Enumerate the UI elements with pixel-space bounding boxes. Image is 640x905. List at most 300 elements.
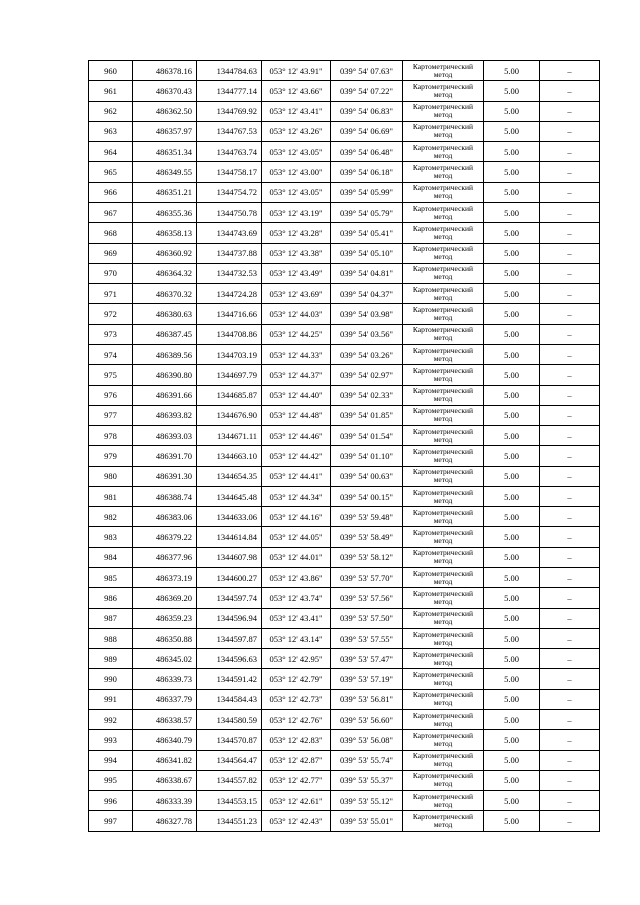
longitude-cell: 039° 54' 06.48" [331,142,403,162]
longitude-cell: 039° 54' 00.63" [331,466,403,486]
note-cell: – [540,162,600,182]
accuracy-cell: 5.00 [484,750,540,770]
point-number-cell: 962 [89,101,133,121]
point-number-cell: 963 [89,121,133,141]
latitude-cell: 053° 12' 44.01" [262,547,331,567]
longitude-cell: 039° 54' 02.97" [331,365,403,385]
method-cell: Картометрический метод [403,649,484,669]
note-cell: – [540,669,600,689]
longitude-cell: 039° 54' 02.33" [331,385,403,405]
method-cell: Картометрический метод [403,405,484,425]
x-coordinate-cell: 486373.19 [133,568,197,588]
longitude-cell: 039° 54' 03.26" [331,344,403,364]
table-row [89,628,600,648]
y-coordinate-cell: 1344645.48 [197,486,262,506]
x-coordinate-cell: 486391.70 [133,446,197,466]
latitude-cell: 053° 12' 44.33" [262,344,331,364]
note-cell: – [540,324,600,344]
accuracy-cell: 5.00 [484,243,540,263]
accuracy-cell: 5.00 [484,710,540,730]
point-number-cell: 966 [89,182,133,202]
accuracy-cell: 5.00 [484,81,540,101]
x-coordinate-cell: 486391.30 [133,466,197,486]
x-coordinate-cell: 486387.45 [133,324,197,344]
y-coordinate-cell: 1344743.69 [197,223,262,243]
method-cell: Картометрический метод [403,588,484,608]
x-coordinate-cell: 486370.32 [133,284,197,304]
y-coordinate-cell: 1344597.87 [197,628,262,648]
note-cell: – [540,365,600,385]
y-coordinate-cell: 1344591.42 [197,669,262,689]
x-coordinate-cell: 486393.82 [133,405,197,425]
note-cell: – [540,507,600,527]
x-coordinate-cell: 486338.67 [133,770,197,790]
latitude-cell: 053° 12' 43.91" [262,61,331,81]
note-cell: – [540,649,600,669]
accuracy-cell: 5.00 [484,202,540,222]
note-cell: – [540,730,600,750]
accuracy-cell: 5.00 [484,223,540,243]
y-coordinate-cell: 1344597.74 [197,588,262,608]
accuracy-cell: 5.00 [484,791,540,811]
method-cell: Картометрический метод [403,770,484,790]
accuracy-cell: 5.00 [484,101,540,121]
table-row [89,263,600,283]
point-number-cell: 972 [89,304,133,324]
y-coordinate-cell: 1344607.98 [197,547,262,567]
note-cell: – [540,243,600,263]
method-cell: Картометрический метод [403,202,484,222]
y-coordinate-cell: 1344654.35 [197,466,262,486]
point-number-cell: 993 [89,730,133,750]
longitude-cell: 039° 54' 05.99" [331,182,403,202]
latitude-cell: 053° 12' 43.41" [262,101,331,121]
latitude-cell: 053° 12' 44.16" [262,507,331,527]
table-row [89,507,600,527]
table-row [89,101,600,121]
note-cell: – [540,689,600,709]
y-coordinate-cell: 1344758.17 [197,162,262,182]
x-coordinate-cell: 486333.39 [133,791,197,811]
accuracy-cell: 5.00 [484,669,540,689]
y-coordinate-cell: 1344633.06 [197,507,262,527]
point-number-cell: 983 [89,527,133,547]
latitude-cell: 053° 12' 42.79" [262,669,331,689]
table-row [89,243,600,263]
method-cell: Картометрический метод [403,61,484,81]
latitude-cell: 053° 12' 44.34" [262,486,331,506]
point-number-cell: 980 [89,466,133,486]
note-cell: – [540,121,600,141]
accuracy-cell: 5.00 [484,547,540,567]
method-cell: Картометрический метод [403,344,484,364]
method-cell: Картометрический метод [403,142,484,162]
table-row [89,649,600,669]
accuracy-cell: 5.00 [484,344,540,364]
y-coordinate-cell: 1344553.15 [197,791,262,811]
longitude-cell: 039° 53' 59.48" [331,507,403,527]
method-cell: Картометрический метод [403,811,484,831]
method-cell: Картометрический метод [403,750,484,770]
y-coordinate-cell: 1344663.10 [197,446,262,466]
table-row [89,284,600,304]
longitude-cell: 039° 54' 05.41" [331,223,403,243]
note-cell: – [540,466,600,486]
longitude-cell: 039° 54' 01.10" [331,446,403,466]
point-number-cell: 991 [89,689,133,709]
x-coordinate-cell: 486339.73 [133,669,197,689]
y-coordinate-cell: 1344570.87 [197,730,262,750]
coordinates-table [88,60,600,832]
table-row [89,446,600,466]
accuracy-cell: 5.00 [484,142,540,162]
x-coordinate-cell: 486359.23 [133,608,197,628]
latitude-cell: 053° 12' 43.00" [262,162,331,182]
point-number-cell: 978 [89,426,133,446]
latitude-cell: 053° 12' 44.05" [262,527,331,547]
y-coordinate-cell: 1344769.92 [197,101,262,121]
x-coordinate-cell: 486378.16 [133,61,197,81]
y-coordinate-cell: 1344763.74 [197,142,262,162]
y-coordinate-cell: 1344564.47 [197,750,262,770]
note-cell: – [540,344,600,364]
point-number-cell: 969 [89,243,133,263]
latitude-cell: 053° 12' 44.40" [262,385,331,405]
method-cell: Картометрический метод [403,689,484,709]
table-row [89,466,600,486]
latitude-cell: 053° 12' 42.61" [262,791,331,811]
latitude-cell: 053° 12' 43.74" [262,588,331,608]
note-cell: – [540,101,600,121]
accuracy-cell: 5.00 [484,284,540,304]
longitude-cell: 039° 54' 01.85" [331,405,403,425]
x-coordinate-cell: 486341.82 [133,750,197,770]
note-cell: – [540,710,600,730]
table-row [89,304,600,324]
method-cell: Картометрический метод [403,730,484,750]
x-coordinate-cell: 486345.02 [133,649,197,669]
latitude-cell: 053° 12' 43.05" [262,142,331,162]
latitude-cell: 053° 12' 44.37" [262,365,331,385]
latitude-cell: 053° 12' 42.77" [262,770,331,790]
x-coordinate-cell: 486379.22 [133,527,197,547]
method-cell: Картометрический метод [403,263,484,283]
table-row [89,568,600,588]
point-number-cell: 992 [89,710,133,730]
y-coordinate-cell: 1344551.23 [197,811,262,831]
accuracy-cell: 5.00 [484,527,540,547]
latitude-cell: 053° 12' 42.83" [262,730,331,750]
y-coordinate-cell: 1344716.66 [197,304,262,324]
accuracy-cell: 5.00 [484,588,540,608]
point-number-cell: 968 [89,223,133,243]
table-row [89,61,600,81]
table-row [89,811,600,831]
accuracy-cell: 5.00 [484,507,540,527]
accuracy-cell: 5.00 [484,689,540,709]
table-row [89,750,600,770]
x-coordinate-cell: 486380.63 [133,304,197,324]
x-coordinate-cell: 486390.80 [133,365,197,385]
note-cell: – [540,608,600,628]
point-number-cell: 967 [89,202,133,222]
y-coordinate-cell: 1344600.27 [197,568,262,588]
method-cell: Картометрический метод [403,385,484,405]
table-row [89,202,600,222]
longitude-cell: 039° 53' 56.60" [331,710,403,730]
y-coordinate-cell: 1344737.88 [197,243,262,263]
method-cell: Картометрический метод [403,568,484,588]
table-row [89,365,600,385]
longitude-cell: 039° 54' 05.10" [331,243,403,263]
point-number-cell: 976 [89,385,133,405]
method-cell: Картометрический метод [403,81,484,101]
x-coordinate-cell: 486391.66 [133,385,197,405]
x-coordinate-cell: 486362.50 [133,101,197,121]
point-number-cell: 985 [89,568,133,588]
table-row [89,344,600,364]
note-cell: – [540,568,600,588]
point-number-cell: 986 [89,588,133,608]
point-number-cell: 996 [89,791,133,811]
note-cell: – [540,223,600,243]
table-row [89,182,600,202]
longitude-cell: 039° 54' 06.18" [331,162,403,182]
accuracy-cell: 5.00 [484,162,540,182]
y-coordinate-cell: 1344685.87 [197,385,262,405]
method-cell: Картометрический метод [403,446,484,466]
latitude-cell: 053° 12' 43.19" [262,202,331,222]
table-row [89,405,600,425]
accuracy-cell: 5.00 [484,811,540,831]
method-cell: Картометрический метод [403,162,484,182]
table-row [89,710,600,730]
latitude-cell: 053° 12' 44.03" [262,304,331,324]
x-coordinate-cell: 486370.43 [133,81,197,101]
accuracy-cell: 5.00 [484,121,540,141]
longitude-cell: 039° 53' 57.55" [331,628,403,648]
note-cell: – [540,527,600,547]
y-coordinate-cell: 1344676.90 [197,405,262,425]
table-row [89,142,600,162]
method-cell: Картометрический метод [403,365,484,385]
y-coordinate-cell: 1344584.43 [197,689,262,709]
method-cell: Картометрический метод [403,608,484,628]
x-coordinate-cell: 486369.20 [133,588,197,608]
longitude-cell: 039° 53' 55.01" [331,811,403,831]
note-cell: – [540,750,600,770]
latitude-cell: 053° 12' 43.86" [262,568,331,588]
accuracy-cell: 5.00 [484,466,540,486]
method-cell: Картометрический метод [403,284,484,304]
method-cell: Картометрический метод [403,669,484,689]
x-coordinate-cell: 486327.78 [133,811,197,831]
method-cell: Картометрический метод [403,101,484,121]
accuracy-cell: 5.00 [484,446,540,466]
latitude-cell: 053° 12' 43.66" [262,81,331,101]
method-cell: Картометрический метод [403,121,484,141]
longitude-cell: 039° 54' 01.54" [331,426,403,446]
latitude-cell: 053° 12' 42.43" [262,811,331,831]
note-cell: – [540,588,600,608]
y-coordinate-cell: 1344732.53 [197,263,262,283]
x-coordinate-cell: 486364.32 [133,263,197,283]
method-cell: Картометрический метод [403,324,484,344]
note-cell: – [540,202,600,222]
latitude-cell: 053° 12' 43.49" [262,263,331,283]
latitude-cell: 053° 12' 43.38" [262,243,331,263]
y-coordinate-cell: 1344596.94 [197,608,262,628]
x-coordinate-cell: 486349.55 [133,162,197,182]
latitude-cell: 053° 12' 43.14" [262,628,331,648]
method-cell: Картометрический метод [403,182,484,202]
accuracy-cell: 5.00 [484,405,540,425]
method-cell: Картометрический метод [403,791,484,811]
y-coordinate-cell: 1344580.59 [197,710,262,730]
y-coordinate-cell: 1344708.86 [197,324,262,344]
longitude-cell: 039° 53' 58.49" [331,527,403,547]
method-cell: Картометрический метод [403,304,484,324]
accuracy-cell: 5.00 [484,304,540,324]
accuracy-cell: 5.00 [484,608,540,628]
accuracy-cell: 5.00 [484,182,540,202]
table-row [89,770,600,790]
note-cell: – [540,486,600,506]
note-cell: – [540,426,600,446]
y-coordinate-cell: 1344750.78 [197,202,262,222]
note-cell: – [540,628,600,648]
latitude-cell: 053° 12' 44.42" [262,446,331,466]
note-cell: – [540,61,600,81]
longitude-cell: 039° 54' 03.56" [331,324,403,344]
longitude-cell: 039° 53' 56.81" [331,689,403,709]
x-coordinate-cell: 486350.88 [133,628,197,648]
latitude-cell: 053° 12' 43.69" [262,284,331,304]
longitude-cell: 039° 54' 06.83" [331,101,403,121]
latitude-cell: 053° 12' 42.76" [262,710,331,730]
point-number-cell: 995 [89,770,133,790]
point-number-cell: 997 [89,811,133,831]
point-number-cell: 984 [89,547,133,567]
y-coordinate-cell: 1344671.11 [197,426,262,446]
latitude-cell: 053° 12' 43.28" [262,223,331,243]
longitude-cell: 039° 53' 55.37" [331,770,403,790]
table-row [89,121,600,141]
point-number-cell: 970 [89,263,133,283]
latitude-cell: 053° 12' 42.73" [262,689,331,709]
table-row [89,730,600,750]
point-number-cell: 988 [89,628,133,648]
note-cell: – [540,284,600,304]
note-cell: – [540,405,600,425]
table-row [89,162,600,182]
longitude-cell: 039° 54' 05.79" [331,202,403,222]
table-row [89,791,600,811]
accuracy-cell: 5.00 [484,426,540,446]
longitude-cell: 039° 53' 57.56" [331,588,403,608]
note-cell: – [540,304,600,324]
latitude-cell: 053° 12' 44.25" [262,324,331,344]
latitude-cell: 053° 12' 43.41" [262,608,331,628]
note-cell: – [540,182,600,202]
x-coordinate-cell: 486358.13 [133,223,197,243]
note-cell: – [540,770,600,790]
x-coordinate-cell: 486340.79 [133,730,197,750]
y-coordinate-cell: 1344724.28 [197,284,262,304]
y-coordinate-cell: 1344784.63 [197,61,262,81]
y-coordinate-cell: 1344596.63 [197,649,262,669]
x-coordinate-cell: 486357.97 [133,121,197,141]
latitude-cell: 053° 12' 44.46" [262,426,331,446]
accuracy-cell: 5.00 [484,649,540,669]
point-number-cell: 975 [89,365,133,385]
table-row [89,426,600,446]
x-coordinate-cell: 486388.74 [133,486,197,506]
accuracy-cell: 5.00 [484,486,540,506]
method-cell: Картометрический метод [403,628,484,648]
x-coordinate-cell: 486355.36 [133,202,197,222]
method-cell: Картометрический метод [403,426,484,446]
point-number-cell: 960 [89,61,133,81]
y-coordinate-cell: 1344614.84 [197,527,262,547]
longitude-cell: 039° 53' 57.70" [331,568,403,588]
note-cell: – [540,263,600,283]
accuracy-cell: 5.00 [484,628,540,648]
longitude-cell: 039° 54' 04.81" [331,263,403,283]
latitude-cell: 053° 12' 43.26" [262,121,331,141]
note-cell: – [540,791,600,811]
x-coordinate-cell: 486377.96 [133,547,197,567]
table-row [89,608,600,628]
point-number-cell: 982 [89,507,133,527]
latitude-cell: 053° 12' 42.95" [262,649,331,669]
point-number-cell: 974 [89,344,133,364]
x-coordinate-cell: 486338.57 [133,710,197,730]
accuracy-cell: 5.00 [484,385,540,405]
y-coordinate-cell: 1344557.82 [197,770,262,790]
accuracy-cell: 5.00 [484,61,540,81]
point-number-cell: 964 [89,142,133,162]
point-number-cell: 989 [89,649,133,669]
longitude-cell: 039° 53' 55.74" [331,750,403,770]
point-number-cell: 994 [89,750,133,770]
x-coordinate-cell: 486389.56 [133,344,197,364]
latitude-cell: 053° 12' 44.41" [262,466,331,486]
point-number-cell: 977 [89,405,133,425]
longitude-cell: 039° 53' 55.12" [331,791,403,811]
longitude-cell: 039° 54' 00.15" [331,486,403,506]
x-coordinate-cell: 486337.79 [133,689,197,709]
accuracy-cell: 5.00 [484,324,540,344]
longitude-cell: 039° 54' 04.37" [331,284,403,304]
longitude-cell: 039° 54' 06.69" [331,121,403,141]
method-cell: Картометрический метод [403,466,484,486]
method-cell: Картометрический метод [403,527,484,547]
longitude-cell: 039° 53' 57.50" [331,608,403,628]
longitude-cell: 039° 54' 03.98" [331,304,403,324]
longitude-cell: 039° 54' 07.22" [331,81,403,101]
point-number-cell: 979 [89,446,133,466]
table-row [89,81,600,101]
point-number-cell: 990 [89,669,133,689]
accuracy-cell: 5.00 [484,730,540,750]
table-row [89,324,600,344]
accuracy-cell: 5.00 [484,770,540,790]
x-coordinate-cell: 486383.06 [133,507,197,527]
note-cell: – [540,446,600,466]
x-coordinate-cell: 486360.92 [133,243,197,263]
method-cell: Картометрический метод [403,486,484,506]
